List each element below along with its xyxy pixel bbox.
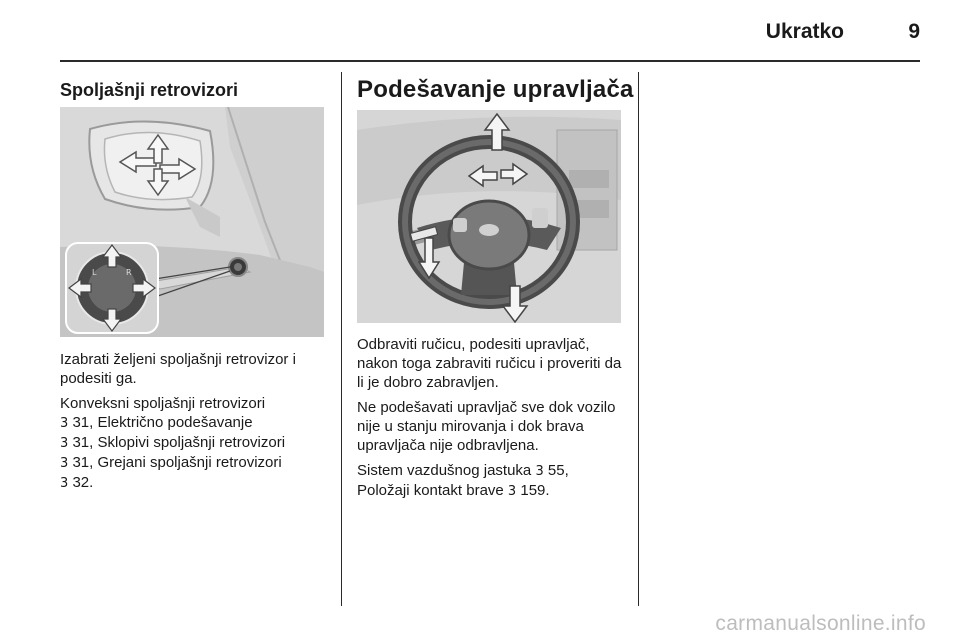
section-heading-mirrors: Spoljašnji retrovizori [60,80,239,100]
ref-line[interactable] [60,453,328,473]
mirror-figure [60,107,324,337]
watermark: carmanualsonline.info [715,612,926,635]
ref-line[interactable] [60,433,328,453]
page-number: 9 [908,20,920,43]
ignition-ref-page[interactable]: 159. [520,482,550,499]
ref-text: 31, Sklopivi spoljašnji retrovizori [72,434,286,451]
mirror-left-label: L [92,268,97,277]
steering-para1: Odbraviti ručicu, podesiti upravljač, nakon toga zabraviti ručicu i proveriti da li je dobro zabravljen. [357,336,622,391]
ref-text: 32. [72,474,94,491]
mirrors-para2 [60,394,328,493]
page-ref-icon: 3 [60,476,69,491]
mirrors-para1: Izabrati željeni spoljašnji retrovizor i podesiti ga. [60,351,296,387]
page-ref-icon: 3 [60,436,69,451]
steering-text [357,335,632,501]
mirrors-para2-title: Konveksni spoljašnji retrovizori [60,395,266,412]
ref-line[interactable] [60,473,328,493]
steering-figure [357,110,621,323]
steering-para3 [357,461,632,501]
airbag-ref-page[interactable]: 55, [547,462,569,479]
header-title: Ukratko [765,20,844,43]
steering-para2: Ne podešavati upravljač sve dok vozilo nije u stanju mirovanja i dok brava upravljača nije odbravljena. [357,399,616,454]
ref-text: 31, Električno podešavanje [72,414,253,431]
page-ref-icon: 3 [60,456,69,471]
page-ref-icon: 3 [507,484,517,499]
ref-line[interactable] [60,413,328,433]
page-ref-icon: 3 [535,464,544,479]
section-heading-steering: Podešavanje upravljača [357,76,634,103]
ignition-ref-text: Položaji kontakt brave [357,482,504,499]
page-ref-icon: 3 [60,416,69,431]
column-divider-left [341,72,342,606]
ref-text: 31, Grejani spoljašnji retrovizori [72,454,282,471]
column-divider-right [638,72,639,606]
mirrors-text [60,350,328,493]
airbag-ref-text: Sistem vazdušnog jastuka [357,462,532,479]
header-rule [60,60,920,62]
mirror-right-label: R [126,268,132,277]
